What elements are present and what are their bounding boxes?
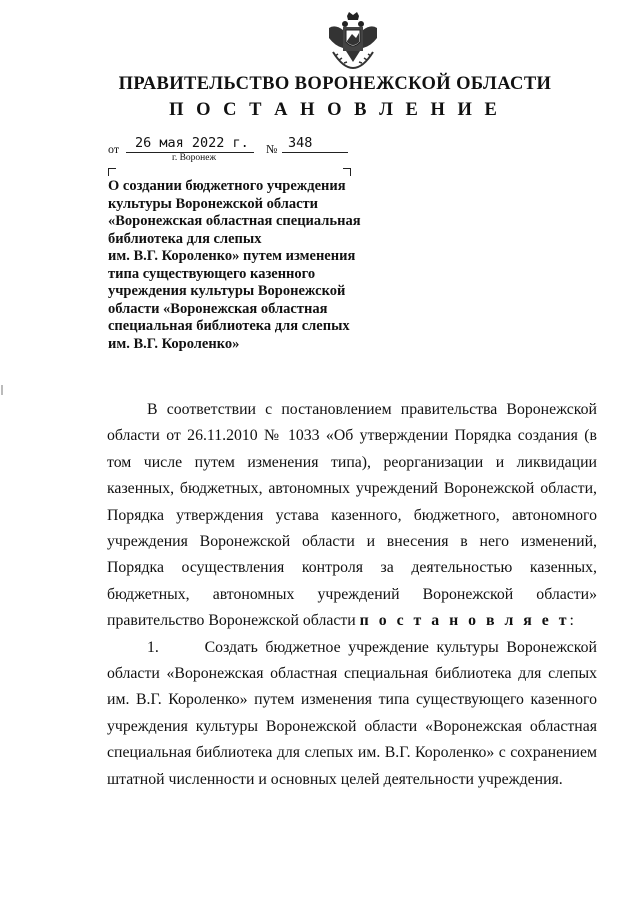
subject-line: типа существующего казенного [108, 265, 316, 282]
preamble-paragraph [107, 397, 597, 635]
date-number-row [108, 134, 368, 166]
document-body [107, 397, 597, 793]
city-label: г. Воронеж [172, 153, 217, 163]
item-1-text: Создать бюджетное учреждение культуры Воронежской области «Воронежская областная специальная библиотека для слепых им. В.Г. Короленко» путем изменения типа существующего казенного учреждения культуры Воронежской области «Воронежская областная специальная библиотека для слепых им. В.Г. Короленко» с сохранением штатной численности и основных целей деятельности учреждения. [107, 638, 597, 788]
document-subject [108, 178, 370, 353]
subject-line: области «Воронежская областная [108, 300, 328, 317]
document-type-title: П О С Т А Н О В Л Е Н И Е [169, 100, 501, 120]
item-1-number: 1. [147, 638, 159, 656]
subject-line: учреждения культуры Воронежской [108, 283, 346, 299]
document-date: 26 мая 2022 г. [135, 135, 249, 151]
subject-bracket-left [108, 168, 116, 176]
number-prefix: № [266, 142, 278, 156]
document-number: 348 [288, 135, 313, 151]
subject-line: им. В.Г. Короленко» путем изменения [108, 248, 356, 264]
scan-mark [1, 385, 3, 395]
number-underline [282, 152, 348, 153]
subject-bracket-right [343, 168, 351, 176]
subject-line: им. В.Г. Короленко» [108, 335, 240, 352]
item-1-paragraph [107, 635, 597, 793]
subject-line: культуры Воронежской области [108, 195, 319, 212]
decree-suffix: : [569, 612, 574, 630]
organization-title: ПРАВИТЕЛЬСТВО ВОРОНЕЖСКОЙ ОБЛАСТИ [118, 74, 552, 94]
subject-line: специальная библиотека для слепых [108, 318, 350, 334]
date-prefix: от [108, 142, 120, 156]
subject-line: О создании бюджетного учреждения [108, 178, 346, 194]
coat-of-arms-icon [325, 12, 381, 70]
subject-line: библиотека для слепых [108, 230, 262, 247]
preamble-text: В соответствии с постановлением правительства Воронежской области от 26.11.2010 № 1033 «Об утверждении Порядка создания (в том числе путем изменения типа), реорганизации и ликвидации казенных, бюджетных, автономных учреждений Воронежской области, Порядка утверждения устава казенного, бюджетного, автономного учреждения Воронежской области и внесения в него изменений, Порядка осуществления контроля за деятельностью казенных, бюджетных, автономных учреждений Воронежской области» правительство Воронежской области [107, 401, 597, 630]
subject-line: «Воронежская областная специальная [108, 213, 361, 229]
decree-word: п о с т а н о в л я е т [359, 612, 570, 630]
